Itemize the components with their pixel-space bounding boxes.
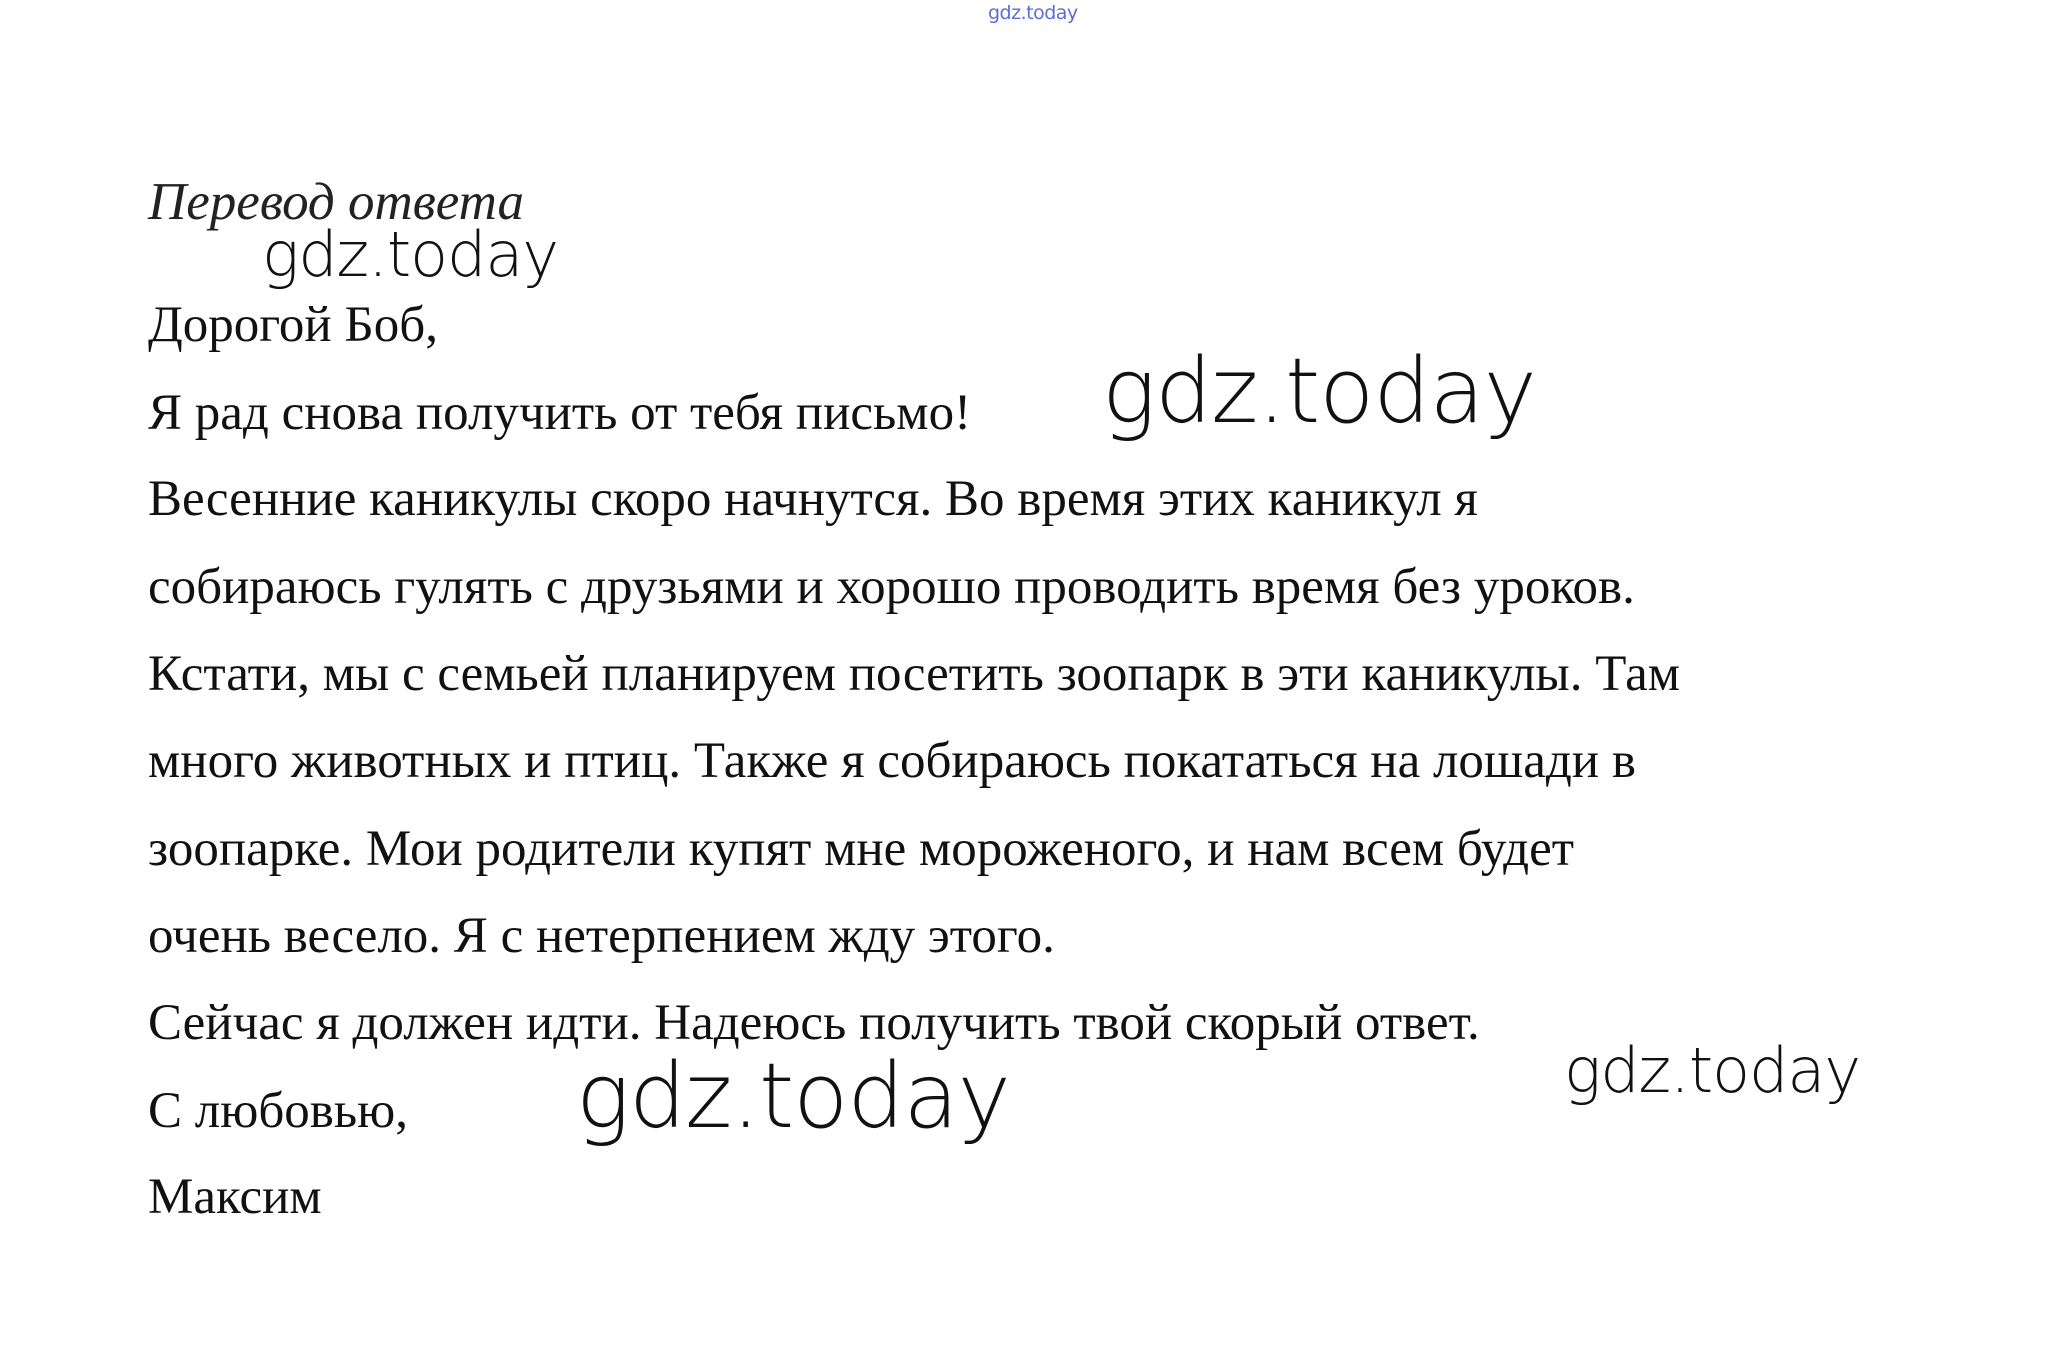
letter-line-6: зоопарке. Мои родители купят мне мороженого, и нам всем будет	[148, 821, 1575, 877]
letter-line-3: собираюсь гулять с друзьями и хорошо проводить время без уроков.	[148, 559, 1635, 615]
letter-line-8: Сейчас я должен идти. Надеюсь получить твой скорый ответ.	[148, 995, 1480, 1051]
watermark: gdz.today	[1564, 1034, 1861, 1107]
watermark: gdz.today	[262, 218, 559, 291]
watermark: gdz.today	[576, 1044, 1010, 1149]
letter-closing: С любовью,	[148, 1083, 408, 1139]
letter-line-7: очень весело. Я с нетерпением жду этого.	[148, 908, 1055, 964]
watermark: gdz.today	[1102, 339, 1536, 444]
translation-heading: Перевод ответа	[148, 173, 525, 231]
letter-line-4: Кстати, мы с семьей планируем посетить зоопарк в эти каникулы. Там	[148, 646, 1680, 702]
letter-greeting: Дорогой Боб,	[148, 297, 438, 353]
watermark-top: gdz.today	[988, 2, 1078, 24]
letter-line-5: много животных и птиц. Также я собираюсь покататься на лошади в	[148, 733, 1636, 789]
letter-signature: Максим	[148, 1169, 322, 1225]
letter-line-1: Я рад снова получить от тебя письмо!	[148, 385, 972, 441]
letter-line-2: Весенние каникулы скоро начнутся. Во время этих каникул я	[148, 471, 1478, 527]
